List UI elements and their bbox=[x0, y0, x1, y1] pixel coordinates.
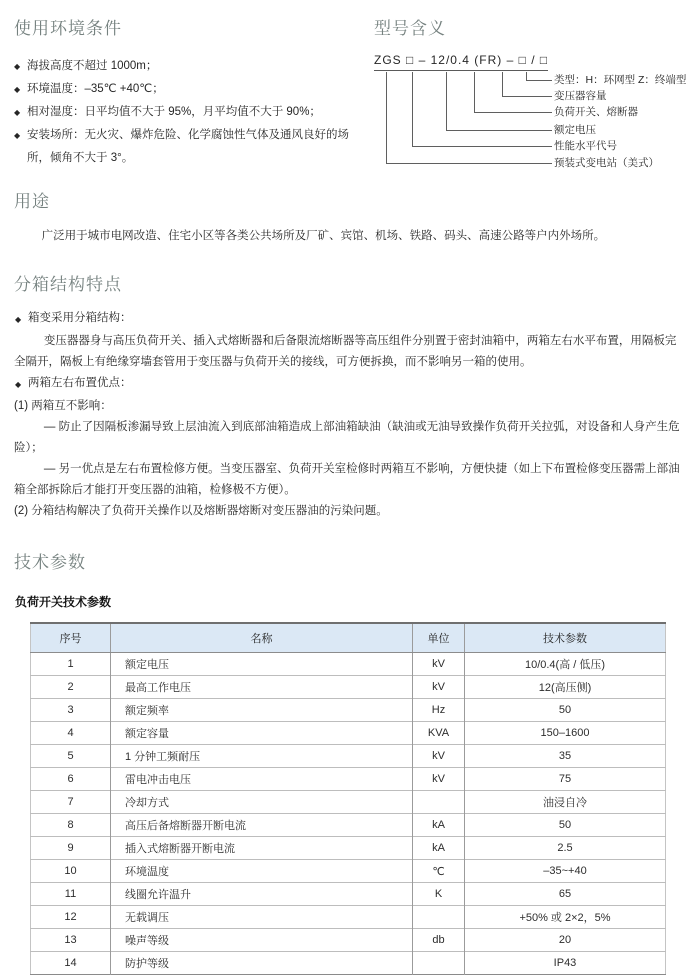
env-bullet-item bbox=[14, 78, 366, 101]
cell-name: 线圈允许温升 bbox=[111, 883, 413, 906]
cell-unit: kV bbox=[413, 768, 465, 791]
cell-value: 75 bbox=[465, 768, 666, 791]
table-row bbox=[31, 676, 666, 699]
structure-text-line: (1) 两箱互不影响： bbox=[14, 400, 112, 412]
structure-bullet-text: 箱变采用分箱结构： bbox=[28, 312, 132, 324]
model-designation-diagram bbox=[374, 53, 687, 181]
cell-index: 12 bbox=[31, 906, 111, 929]
table-header-cell: 名称 bbox=[111, 623, 413, 653]
cell-value: 35 bbox=[465, 745, 666, 768]
cell-unit: KVA bbox=[413, 722, 465, 745]
diamond-bullet-icon: ◆ bbox=[15, 380, 22, 389]
cell-value: 150–1600 bbox=[465, 722, 666, 745]
table-row bbox=[31, 837, 666, 860]
cell-unit: kV bbox=[413, 745, 465, 768]
cell-name: 最高工作电压 bbox=[111, 676, 413, 699]
cell-name: 额定容量 bbox=[111, 722, 413, 745]
env-bullet-text: 安装场所：无火灾、爆炸危险、化学腐蚀性气体及通风良好的场所，倾角不大于 3°。 bbox=[27, 129, 349, 164]
diagram-label: 预装式变电站（美式） bbox=[554, 157, 659, 169]
cell-unit: K bbox=[413, 883, 465, 906]
usage-paragraph: 广泛用于城市电网改造、住宅小区等各类公共场所及厂矿、宾馆、机场、铁路、码头、高速公路等户内外场所。 bbox=[41, 230, 606, 242]
diagram-label: 额定电压 bbox=[554, 124, 596, 136]
diamond-bullet-icon: ◆ bbox=[14, 108, 21, 117]
structure-text-line: (2) 分箱结构解决了负荷开关操作以及熔断器熔断对变压器油的污染问题。 bbox=[14, 505, 388, 517]
env-bullet-text: 海拔高度不超过 1000m； bbox=[27, 60, 158, 72]
cell-index: 7 bbox=[31, 791, 111, 814]
table-row bbox=[31, 906, 666, 929]
env-title: 使用环境条件 bbox=[14, 19, 122, 38]
cell-unit bbox=[413, 791, 465, 814]
cell-unit: kA bbox=[413, 837, 465, 860]
cell-value: 20 bbox=[465, 929, 666, 952]
table-header-cell: 单位 bbox=[413, 623, 465, 653]
diagram-label: 负荷开关、熔断器 bbox=[554, 106, 638, 118]
section-environment bbox=[14, 8, 366, 181]
cell-unit: kV bbox=[413, 653, 465, 676]
load-switch-params-table bbox=[30, 622, 666, 975]
structure-text-line: 变压器器身与高压负荷开关、插入式熔断器和后备限流熔断器等高压组件分别置于密封油箱中，两箱左右水平布置，用隔板完全隔开，隔板上有绝缘穿墙套管用于变压器与负荷开关的接线，可方便拆换，而不影响另一箱的使用。 bbox=[14, 335, 677, 368]
cell-value: IP43 bbox=[465, 952, 666, 975]
cell-index: 3 bbox=[31, 699, 111, 722]
cell-name: 1 分钟工频耐压 bbox=[111, 745, 413, 768]
cell-name: 环境温度 bbox=[111, 860, 413, 883]
diamond-bullet-icon: ◆ bbox=[14, 85, 21, 94]
cell-index: 9 bbox=[31, 837, 111, 860]
cell-value: 10/0.4(高 / 低压) bbox=[465, 653, 666, 676]
cell-index: 11 bbox=[31, 883, 111, 906]
table-row bbox=[31, 653, 666, 676]
cell-unit: ℃ bbox=[413, 860, 465, 883]
env-bullet-item bbox=[14, 124, 366, 170]
structure-title: 分箱结构特点 bbox=[14, 275, 122, 294]
env-bullet-text: 相对湿度：日平均值不大于 95%，月平均值不大于 90%； bbox=[27, 106, 321, 118]
cell-value: 2.5 bbox=[465, 837, 666, 860]
cell-name: 额定频率 bbox=[111, 699, 413, 722]
cell-unit: kA bbox=[413, 814, 465, 837]
section-usage bbox=[14, 187, 680, 246]
cell-value: 65 bbox=[465, 883, 666, 906]
cell-unit: Hz bbox=[413, 699, 465, 722]
cell-name: 额定电压 bbox=[111, 653, 413, 676]
cell-index: 4 bbox=[31, 722, 111, 745]
section-structure-features bbox=[14, 270, 680, 522]
table-row bbox=[31, 699, 666, 722]
structure-bullet-item bbox=[14, 373, 680, 396]
table-header-row bbox=[31, 623, 666, 653]
model-title: 型号含义 bbox=[374, 19, 446, 38]
cell-value: 12(高压侧) bbox=[465, 676, 666, 699]
table-header-cell: 技术参数 bbox=[465, 623, 666, 653]
table-row bbox=[31, 768, 666, 791]
diamond-bullet-icon: ◆ bbox=[14, 131, 21, 140]
structure-text-line: — 另一优点是左右布置检修方便。当变压器室、负荷开关室检修时两箱互不影响，方便快捷（如上下布置检修变压器需上部油箱全部拆除后才能打开变压器的油箱，检修极不方便）。 bbox=[14, 463, 680, 496]
diagram-label: 变压器容量 bbox=[554, 90, 607, 102]
table-row bbox=[31, 883, 666, 906]
structure-text-line: — 防止了因隔板渗漏导致上层油流入到底部油箱造成上部油箱缺油（缺油或无油导致操作负荷开关拉弧，对设备和人身产生危险）； bbox=[14, 421, 680, 454]
table-row bbox=[31, 814, 666, 837]
cell-index: 2 bbox=[31, 676, 111, 699]
cell-unit bbox=[413, 906, 465, 929]
tech-subtitle: 负荷开关技术参数 bbox=[15, 595, 112, 609]
diagram-label: 类型：H：环网型 Z：终端型 bbox=[554, 74, 687, 86]
cell-index: 5 bbox=[31, 745, 111, 768]
cell-index: 14 bbox=[31, 952, 111, 975]
cell-value: 50 bbox=[465, 814, 666, 837]
cell-name: 高压后备熔断器开断电流 bbox=[111, 814, 413, 837]
cell-unit: db bbox=[413, 929, 465, 952]
structure-bullet-item bbox=[14, 308, 680, 331]
cell-name: 插入式熔断器开断电流 bbox=[111, 837, 413, 860]
env-bullet-text: 环境温度：–35℃ +40℃； bbox=[27, 83, 164, 95]
env-bullet-item bbox=[14, 101, 366, 124]
cell-index: 13 bbox=[31, 929, 111, 952]
cell-index: 6 bbox=[31, 768, 111, 791]
env-bullet-item bbox=[14, 55, 366, 78]
diagram-label: 性能水平代号 bbox=[554, 140, 617, 152]
cell-index: 8 bbox=[31, 814, 111, 837]
top-row bbox=[14, 8, 687, 181]
cell-name: 防护等级 bbox=[111, 952, 413, 975]
usage-title: 用途 bbox=[14, 192, 50, 211]
cell-name: 无载调压 bbox=[111, 906, 413, 929]
section-technical-parameters bbox=[14, 548, 680, 975]
cell-value: +50% 或 2×2，5% bbox=[465, 906, 666, 929]
cell-index: 1 bbox=[67, 658, 74, 670]
cell-index: 10 bbox=[31, 860, 111, 883]
table-row bbox=[31, 952, 666, 975]
diagram-connector-line bbox=[386, 72, 552, 164]
cell-unit: kV bbox=[413, 676, 465, 699]
tech-title: 技术参数 bbox=[14, 553, 86, 572]
cell-unit bbox=[413, 952, 465, 975]
diamond-bullet-icon: ◆ bbox=[14, 62, 21, 71]
env-bullet-list bbox=[14, 55, 366, 170]
cell-name: 冷却方式 bbox=[111, 791, 413, 814]
model-code: ZGS □ – 12/0.4 (FR) – □ / □ bbox=[374, 53, 548, 71]
structure-feature-list bbox=[14, 308, 680, 522]
table-row bbox=[31, 745, 666, 768]
table-header-cell: 序号 bbox=[31, 623, 111, 653]
table-row bbox=[31, 929, 666, 952]
cell-name: 噪声等级 bbox=[111, 929, 413, 952]
table-row bbox=[31, 791, 666, 814]
section-model-designation bbox=[366, 8, 687, 181]
cell-value: 油浸自冷 bbox=[465, 791, 666, 814]
cell-value: –35~+40 bbox=[465, 860, 666, 883]
diamond-bullet-icon: ◆ bbox=[15, 315, 22, 324]
table-row bbox=[31, 860, 666, 883]
structure-bullet-text: 两箱左右布置优点： bbox=[28, 377, 132, 389]
cell-name: 雷电冲击电压 bbox=[111, 768, 413, 791]
table-row bbox=[31, 722, 666, 745]
cell-value: 50 bbox=[465, 699, 666, 722]
